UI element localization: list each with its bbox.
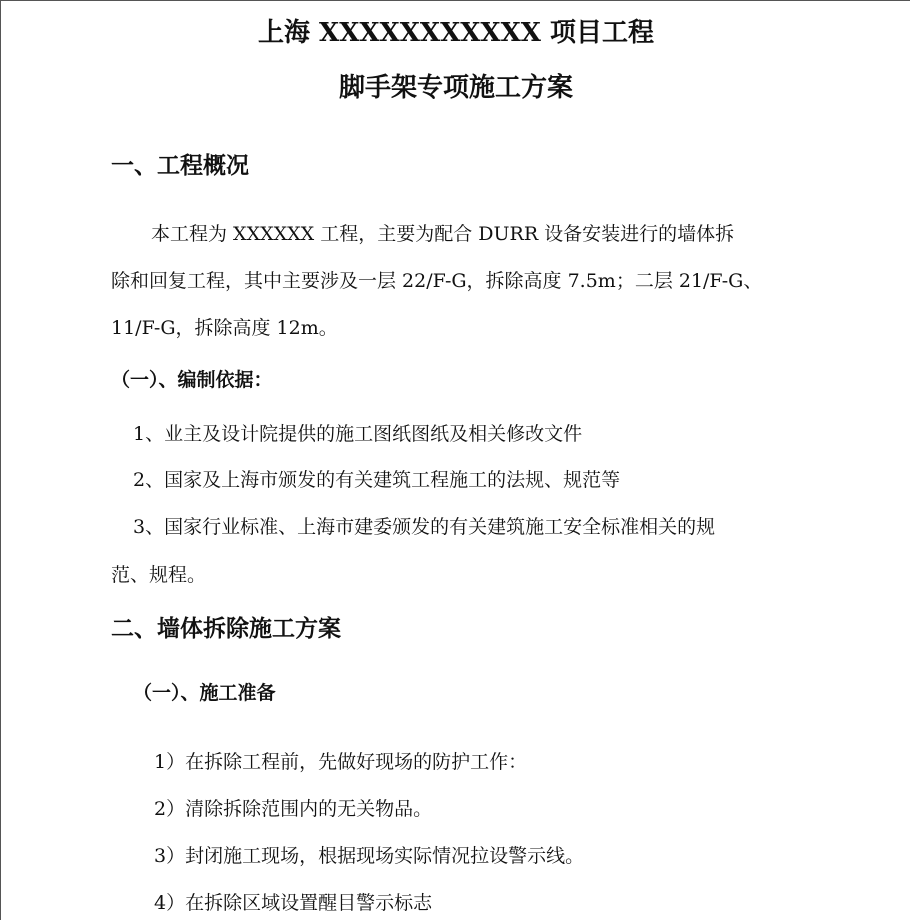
document-title: 上海 XXXXXXXXXXX 项目工程 [257,18,654,48]
document-subtitle: 脚手架专项施工方案 [338,73,573,103]
list-item: 1）在拆除工程前，先做好现场的防护工作： [154,751,528,773]
list-item: 2、国家及上海市颁发的有关建筑工程施工的法规、规范等 [133,469,621,491]
list-item: 4）在拆除区域设置醒目警示标志 [154,892,433,914]
list-item: 1、业主及设计院提供的施工图纸图纸及相关修改文件 [133,423,583,445]
subsection-heading-basis: （一）、编制依据： [111,369,273,391]
list-item: 范、规程。 [111,564,207,586]
section-heading-demolition: 二、墙体拆除施工方案 [111,615,341,642]
subsection-heading-preparation: （一）、施工准备 [133,682,276,704]
list-item: 3、国家行业标准、上海市建委颁发的有关建筑施工安全标准相关的规 [133,516,716,538]
list-item: 3）封闭施工现场，根据现场实际情况拉设警示线。 [154,845,585,867]
paragraph-line: 本工程为 XXXXXX 工程，主要为配合 DURR 设备安装进行的墙体拆 [151,223,735,245]
list-item: 2）清除拆除范围内的无关物品。 [154,798,433,820]
paragraph-line: 除和回复工程，其中主要涉及一层 22/F-G，拆除高度 7.5m；二层 21/F-G、 [111,270,763,292]
paragraph-line: 11/F-G，拆除高度 12m。 [111,317,338,339]
section-heading-overview: 一、工程概况 [111,152,249,179]
